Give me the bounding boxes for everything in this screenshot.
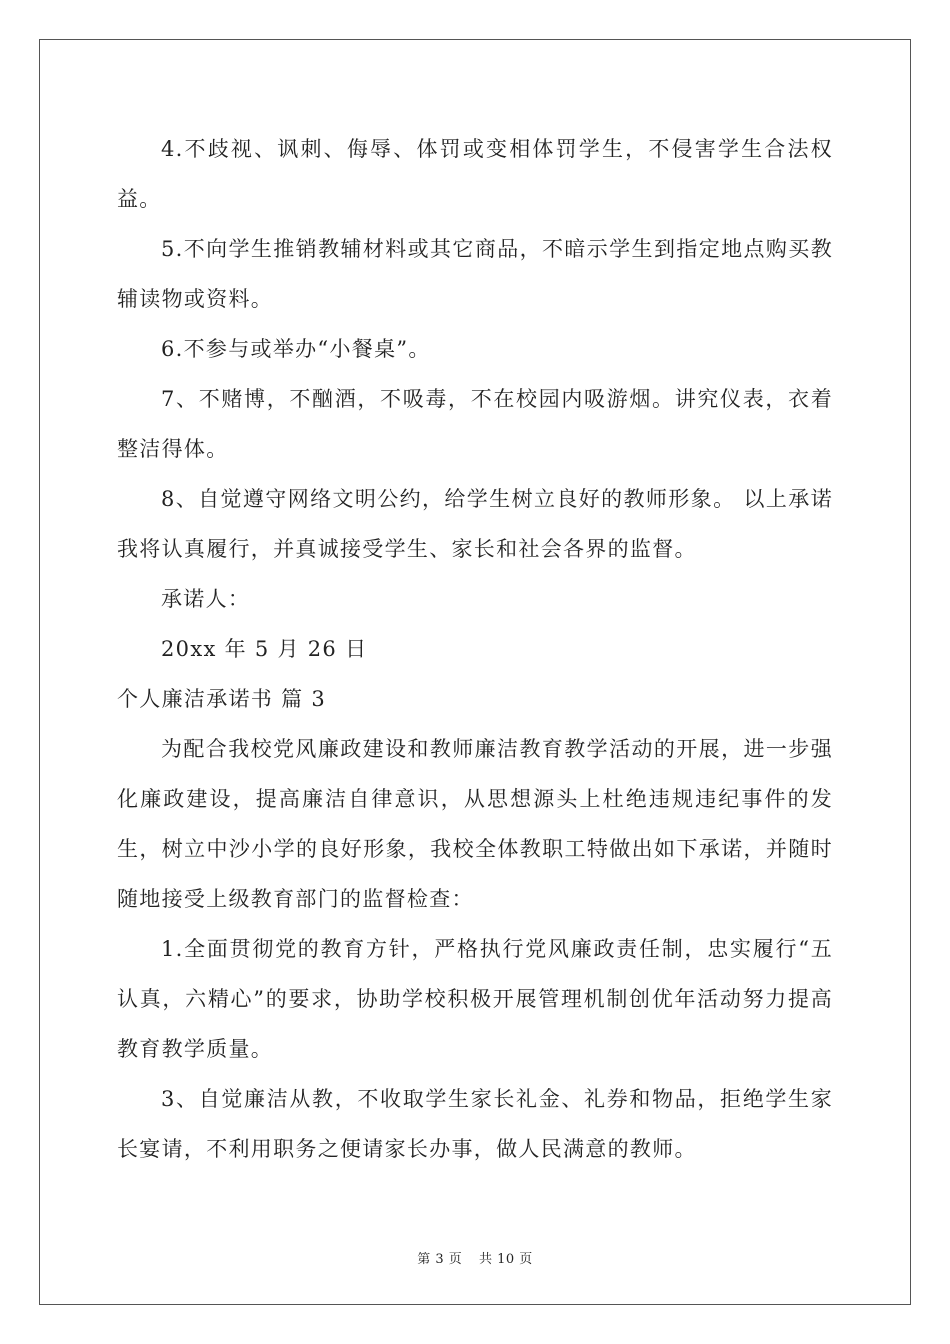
- document-body: [117, 124, 833, 1174]
- date-line: 20xx 年 5 月 26 日: [161, 637, 368, 661]
- paragraph-item-4: 4.不歧视、讽刺、侮辱、体罚或变相体罚学生，不侵害学生合法权益。: [117, 137, 833, 211]
- signer-label: 承诺人：: [161, 587, 251, 611]
- section-intro: 为配合我校党风廉政建设和教师廉洁教育教学活动的开展，进一步强化廉政建设，提高廉洁自律意识，从思想源头上杜绝违规违纪事件的发生，树立中沙小学的良好形象，我校全体教职工特做出如下承诺，并随时随地接受上级教育部门的监督检查：: [117, 737, 833, 911]
- section-title: 个人廉洁承诺书 篇 3: [117, 687, 327, 711]
- paragraph-item-5: 5.不向学生推销教辅材料或其它商品，不暗示学生到指定地点购买教辅读物或资料。: [117, 237, 833, 311]
- paragraph-item-6: 6.不参与或举办“小餐桌”。: [161, 337, 431, 361]
- page-footer: [0, 1248, 950, 1267]
- paragraph-item-8: 8、自觉遵守网络文明公约，给学生树立良好的教师形象。 以上承诺我将认真履行，并真诚接受学生、家长和社会各界的监督。: [117, 487, 833, 561]
- paragraph-item-7: 7、不赌博，不酗酒，不吸毒，不在校园内吸游烟。讲究仪表，衣着整洁得体。: [117, 387, 833, 461]
- page-total: 共 10 页: [478, 1252, 533, 1267]
- section-item-3: 3、自觉廉洁从教，不收取学生家长礼金、礼券和物品，拒绝学生家长宴请，不利用职务之便请家长办事，做人民满意的教师。: [117, 1087, 833, 1161]
- section-item-1: 1.全面贯彻党的教育方针，严格执行党风廉政责任制，忠实履行“五认真，六精心”的要求，协助学校积极开展管理机制创优年活动努力提高教育教学质量。: [117, 937, 833, 1061]
- page-number: 第 3 页: [417, 1252, 463, 1267]
